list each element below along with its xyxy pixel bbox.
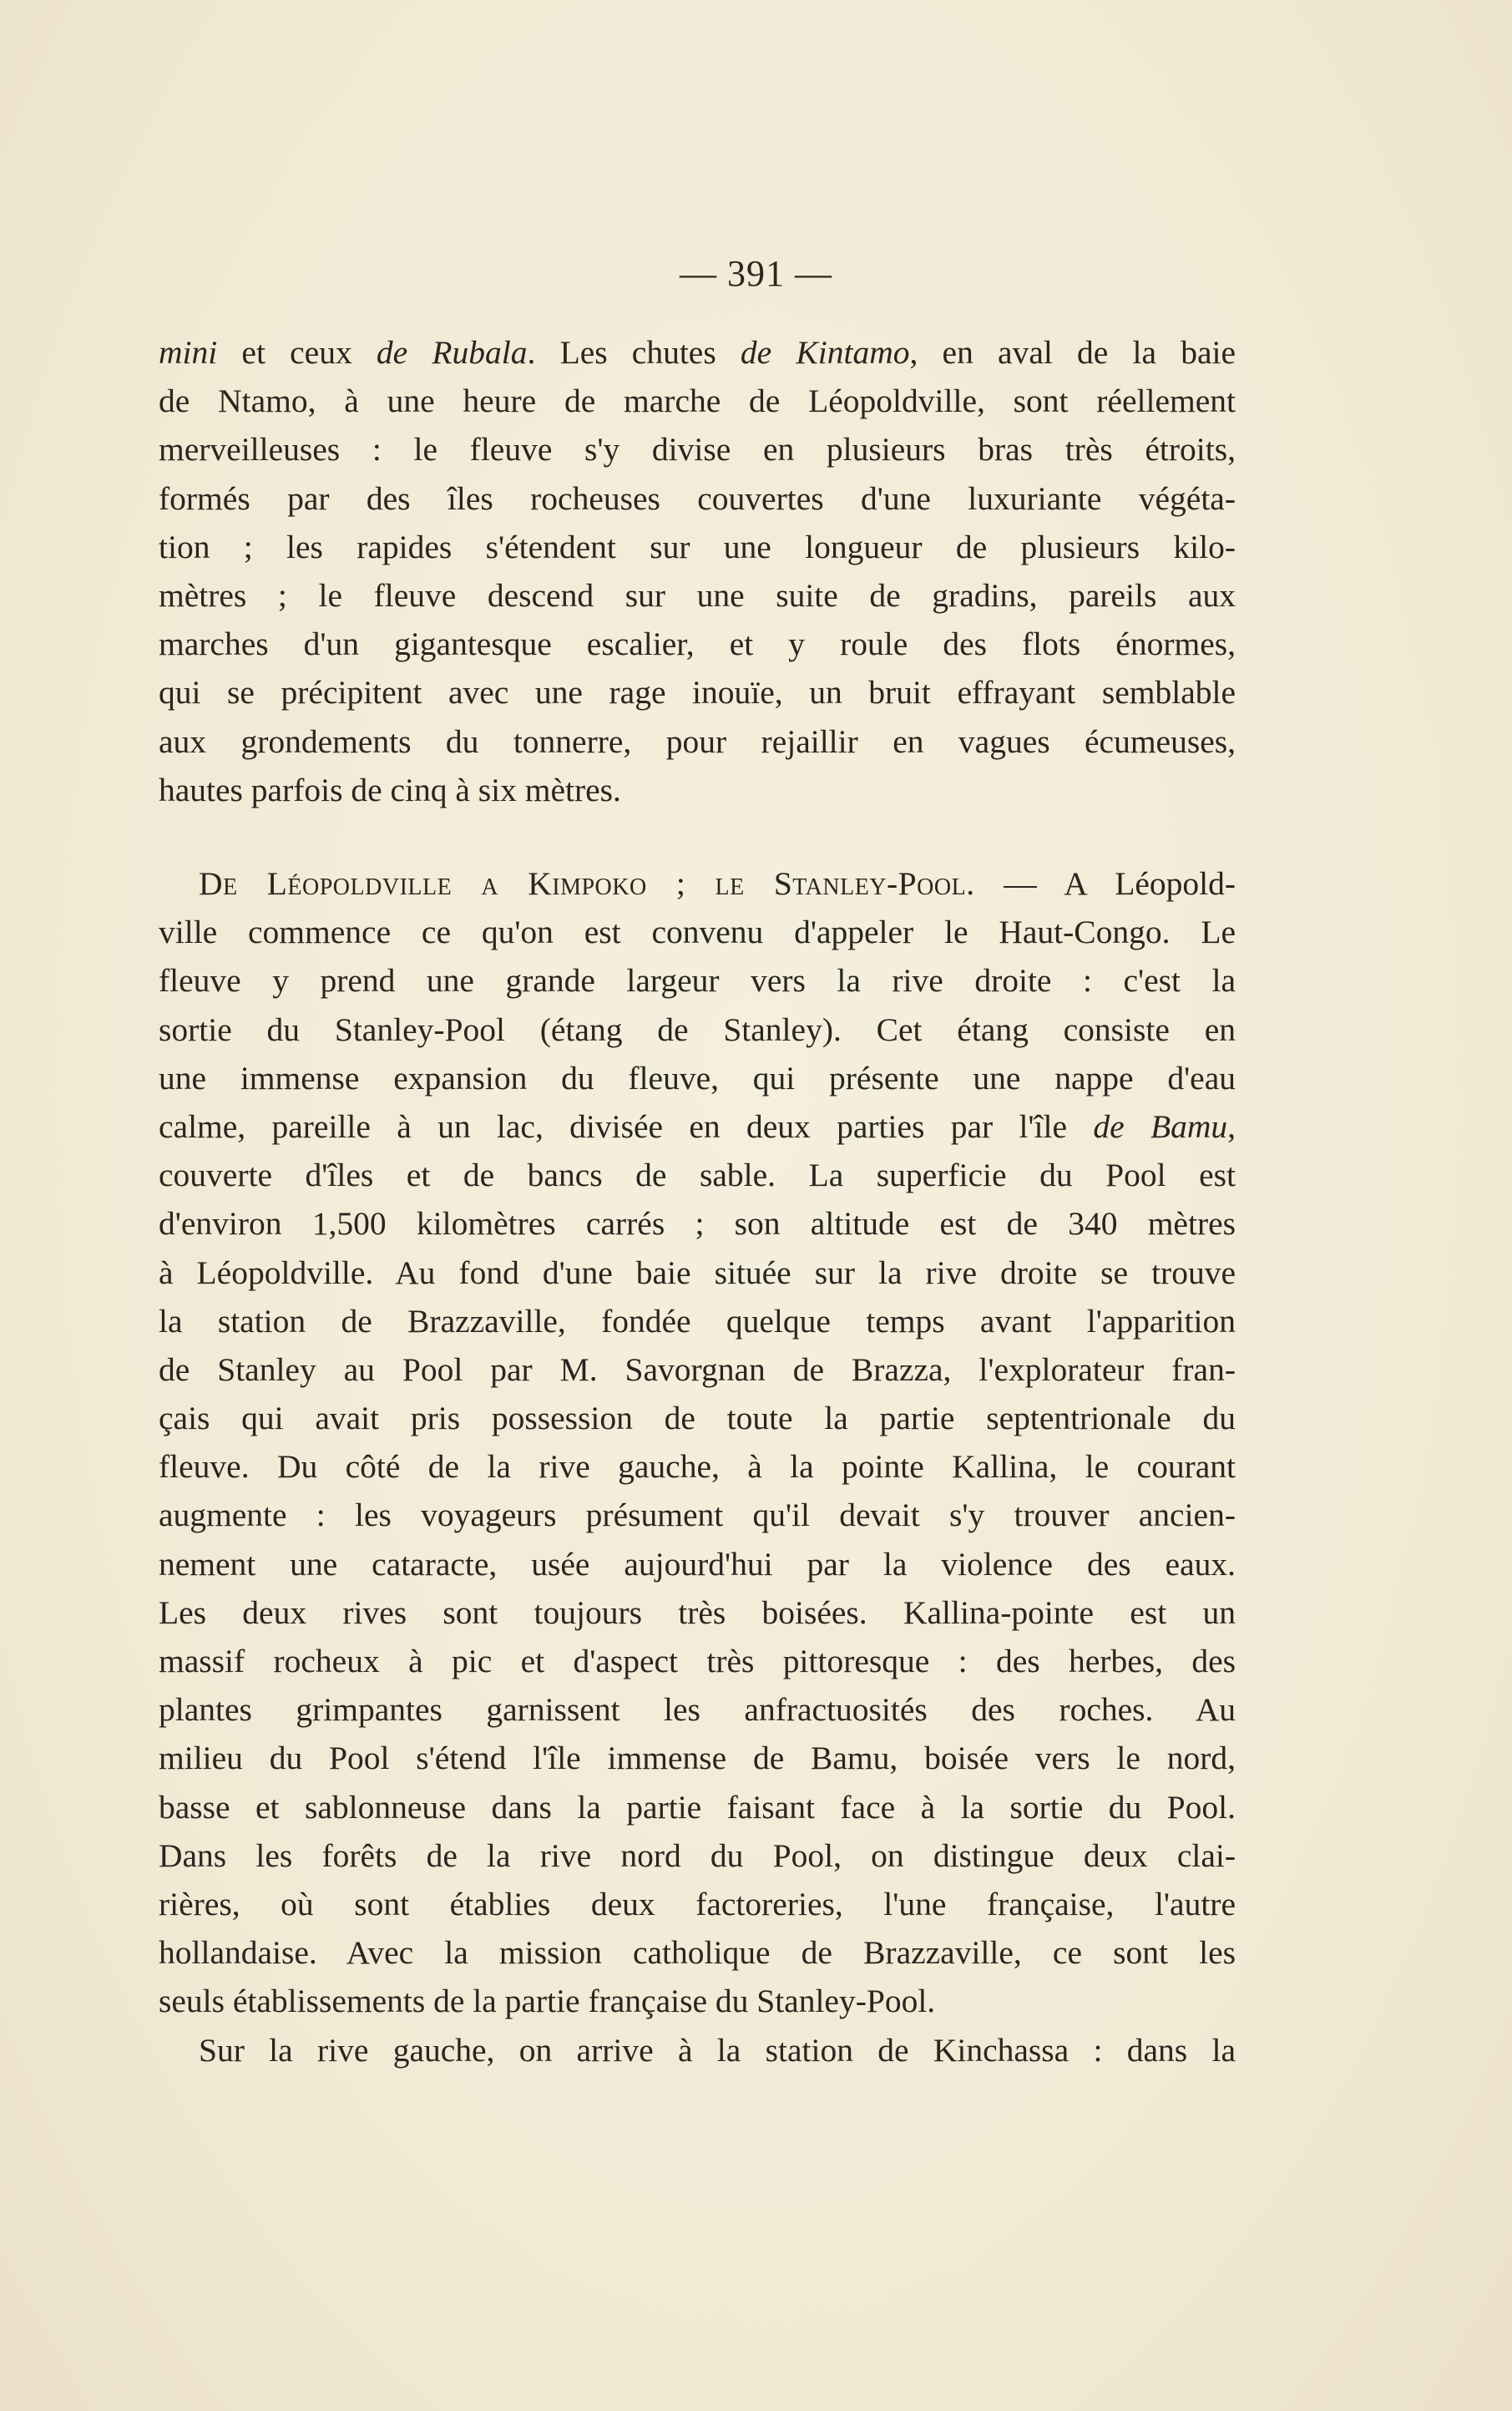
text-line: calme, pareille à un lac, divisée en deux parties par l'île de Bamu, [159, 1107, 1236, 1145]
text-line: massif rocheux à pic et d'aspect très pittoresque : des herbes, des [159, 1643, 1236, 1679]
italic-place: de Bamu [1093, 1107, 1228, 1145]
text-line: couverte d'îles et de bancs de sable. La superficie du Pool est [159, 1157, 1236, 1194]
text-line: aux grondements du tonnerre, pour rejaillir en vagues écumeuses, [159, 722, 1236, 760]
italic-place: de Rubala [376, 334, 528, 371]
text-line: nement une cataracte, usée aujourd'hui par la violence des eaux. [159, 1545, 1236, 1583]
italic-word: mini [159, 334, 218, 371]
italic-place: de Kintamo [740, 334, 910, 371]
text-line: mini et ceux de Rubala. Les chutes de Kintamo, en aval de la baie [159, 334, 1236, 371]
text-line: marches d'un gigantesque escalier, et y roule des flots énormes, [159, 626, 1236, 663]
text-line: augmente : les voyageurs présument qu'il devait s'y trouver ancien- [159, 1497, 1236, 1534]
page-number: — 391 — [680, 253, 832, 294]
text-line: plantes grimpantes garnissent les anfractuosités des roches. Au [159, 1691, 1236, 1729]
text-line: de Ntamo, à une heure de marche de Léopoldville, sont réellement [159, 382, 1236, 420]
text-line: fleuve. Du côté de la rive gauche, à la pointe Kallina, le courant [159, 1448, 1236, 1486]
text-line: une immense expansion du fleuve, qui présente une nappe d'eau [159, 1059, 1236, 1097]
text-line: milieu du Pool s'étend l'île immense de Bamu, boisée vers le nord, [159, 1740, 1236, 1777]
text-line: hautes parfois de cinq à six mètres. [159, 771, 621, 808]
text-line: ville commence ce qu'on est convenu d'appeler le Haut-Congo. Le [159, 914, 1236, 951]
text-line: sortie du Stanley-Pool (étang de Stanley). Cet étang consiste en [159, 1010, 1236, 1048]
text-line: à Léopoldville. Au fond d'une baie située sur la rive droite se trouve [159, 1254, 1236, 1291]
text-line: seuls établissements de la partie française du Stanley-Pool. [159, 1983, 936, 2020]
text-line: tion ; les rapides s'étendent sur une longueur de plusieurs kilo- [159, 528, 1236, 565]
text-line: d'environ 1,500 kilomètres carrés ; son altitude est de 340 mètres [159, 1205, 1236, 1243]
text-line: Dans les forêts de la rive nord du Pool, on distingue deux clai- [159, 1836, 1236, 1874]
text-line: de Stanley au Pool par M. Savorgnan de Brazza, l'explorateur fran- [159, 1350, 1236, 1388]
text-line: basse et sablonneuse dans la partie faisant face à la sortie du Pool. [159, 1788, 1236, 1826]
text-line: çais qui avait pris possession de toute la partie septentrionale du [159, 1400, 1236, 1437]
section-heading: De Léopoldville a Kimpoko ; le Stanley-Pool. [199, 865, 975, 902]
text-line: hollandaise. Avec la mission catholique de Brazzaville, ce sont les [159, 1934, 1236, 1972]
text-line: mètres ; le fleuve descend sur une suite de gradins, pareils aux [159, 576, 1236, 614]
section-heading-line [159, 859, 1236, 908]
text-line: la station de Brazzaville, fondée quelque temps avant l'apparition [159, 1302, 1236, 1340]
heading-line-rest: — A Léopold- [1004, 865, 1236, 902]
text-line-new-paragraph: Sur la rive gauche, on arrive à la station de Kinchassa : dans la [199, 2031, 1236, 2069]
text-line: fleuve y prend une grande largeur vers la rive droite : c'est la [159, 962, 1236, 1000]
text-line: qui se précipitent avec une rage inouïe, un bruit effrayant semblable [159, 674, 1236, 712]
paragraph-kintamo-falls [159, 328, 1236, 814]
text-line: formés par des îles rocheuses couvertes d'une luxuriante végéta- [159, 479, 1236, 517]
text-line: Les deux rives sont toujours très boisées. Kallina-pointe est un [159, 1593, 1236, 1631]
text-line: rières, où sont établies deux factoreries, l'une française, l'autre [159, 1885, 1236, 1922]
paragraph-stanley-pool [159, 859, 1236, 2074]
text-line: merveilleuses : le fleuve s'y divise en plusieurs bras très étroits, [159, 431, 1236, 469]
